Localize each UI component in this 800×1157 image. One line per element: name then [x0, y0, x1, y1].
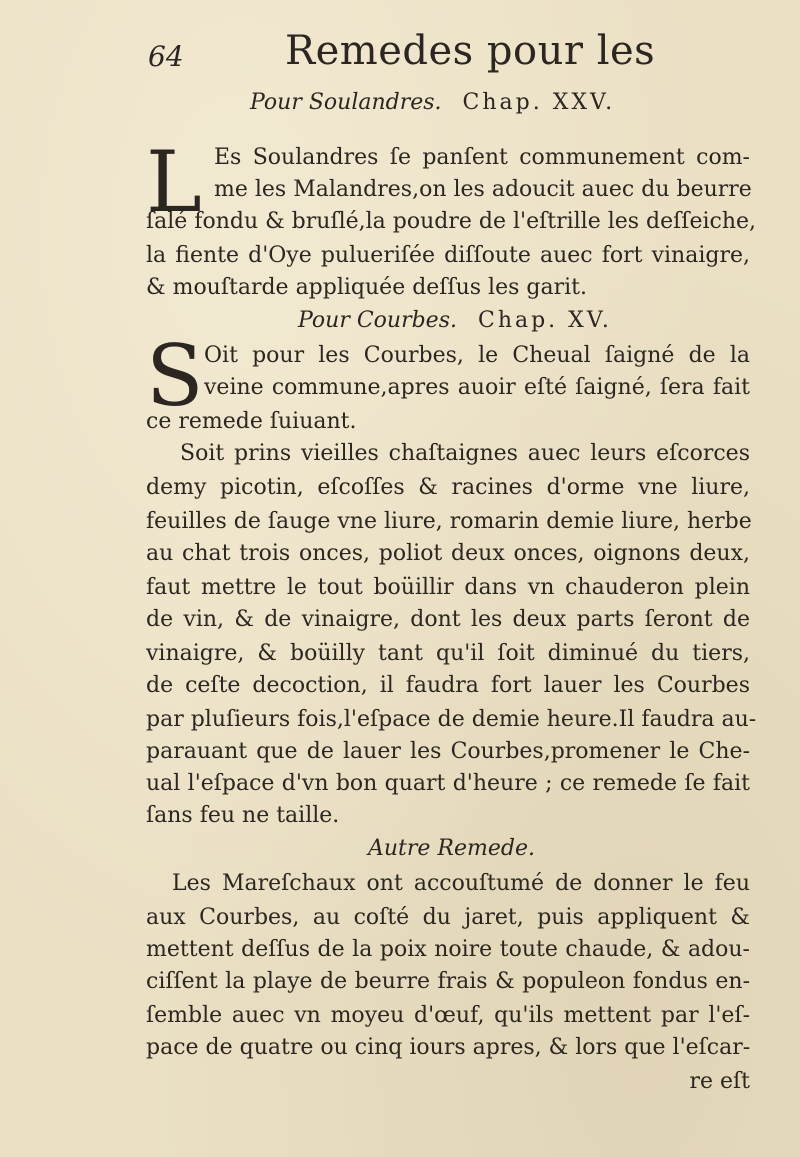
text-line: Oit pour les Courbes, le Cheual ſaigné de la: [204, 343, 750, 368]
text-line: ce remede ſuiuant.: [146, 409, 357, 434]
text-line: Les Mareſchaux ont accouſtumé de donner le feu: [172, 871, 750, 896]
text-line: me les Malandres,on les adoucit auec du beurre: [214, 177, 752, 202]
catchword: re eſt: [689, 1069, 750, 1094]
chapter-number: Chap. XV.: [477, 308, 612, 333]
text-line: ual l'eſpace d'vn bon quart d'heure ; ce remede ſe fait: [146, 771, 750, 796]
chapter-number: Chap. XXV.: [462, 90, 616, 115]
text-line: Soit prins vieilles chaſtaignes auec leurs eſcorces: [180, 441, 750, 466]
text-line: mettent deſſus de la poix noire toute chaude, & adou-: [146, 937, 750, 962]
text-line: de vin, & de vinaigre, dont les deux parts ſeront de: [146, 607, 750, 632]
chapter-title: Pour Soulandres.: [250, 90, 442, 115]
text-line: aux Courbes, au coſté du jaret, puis appliquent &: [146, 905, 750, 930]
text-line: ſalé fondu & bruſlé,la poudre de l'eſtrille les deſſeiche,: [146, 209, 757, 234]
section-heading-autre-remede: Autre Remede.: [368, 836, 535, 861]
text-line: & mouſtarde appliquée deſſus les garit.: [146, 275, 587, 300]
text-line: veine commune,apres auoir eſté ſaigné, ſera fait: [204, 375, 750, 400]
text-line: au chat trois onces, poliot deux onces, oignons deux,: [146, 541, 750, 566]
text-line: Es Soulandres ſe panſent communement com-: [214, 145, 750, 170]
text-line: parauant que de lauer les Courbes,promener le Che-: [146, 739, 750, 764]
text-line: demy picotin, eſcoſſes & racines d'orme vne liure,: [146, 475, 750, 500]
drop-cap-s: S: [146, 327, 204, 425]
text-line: la fiente d'Oye pulueriſée diſſoute auec fort vinaigre,: [146, 243, 750, 268]
chapter-title: Pour Courbes.: [298, 308, 457, 333]
text-line: par pluſieurs fois,l'eſpace de demie heure.Il faudra au-: [146, 707, 757, 732]
text-line: ſemble auec vn moyeu d'œuf, qu'ils mettent par l'eſ-: [146, 1003, 750, 1028]
text-line: de ceſte decoction, il faudra fort lauer les Courbes: [146, 673, 750, 698]
page-number: 64: [148, 40, 184, 73]
text-line: vinaigre, & boüilly tant qu'il ſoit diminué du tiers,: [146, 641, 750, 666]
text-line: pace de quatre ou cinq iours apres, & lors que l'eſcar-: [146, 1035, 751, 1060]
chapter-heading-courbes: [298, 308, 638, 333]
text-line: ciſſent la playe de beurre frais & populeon fondus en-: [146, 969, 750, 994]
chapter-heading-soulandres: [250, 90, 670, 115]
drop-cap-l: L: [146, 133, 202, 231]
text-line: ſans feu ne taille.: [146, 803, 340, 828]
text-line: faut mettre le tout boüillir dans vn chauderon plein: [146, 575, 750, 600]
text-line: feuilles de ſauge vne liure, romarin demie liure, herbe: [146, 509, 752, 534]
running-head: Remedes pour les: [285, 28, 656, 74]
